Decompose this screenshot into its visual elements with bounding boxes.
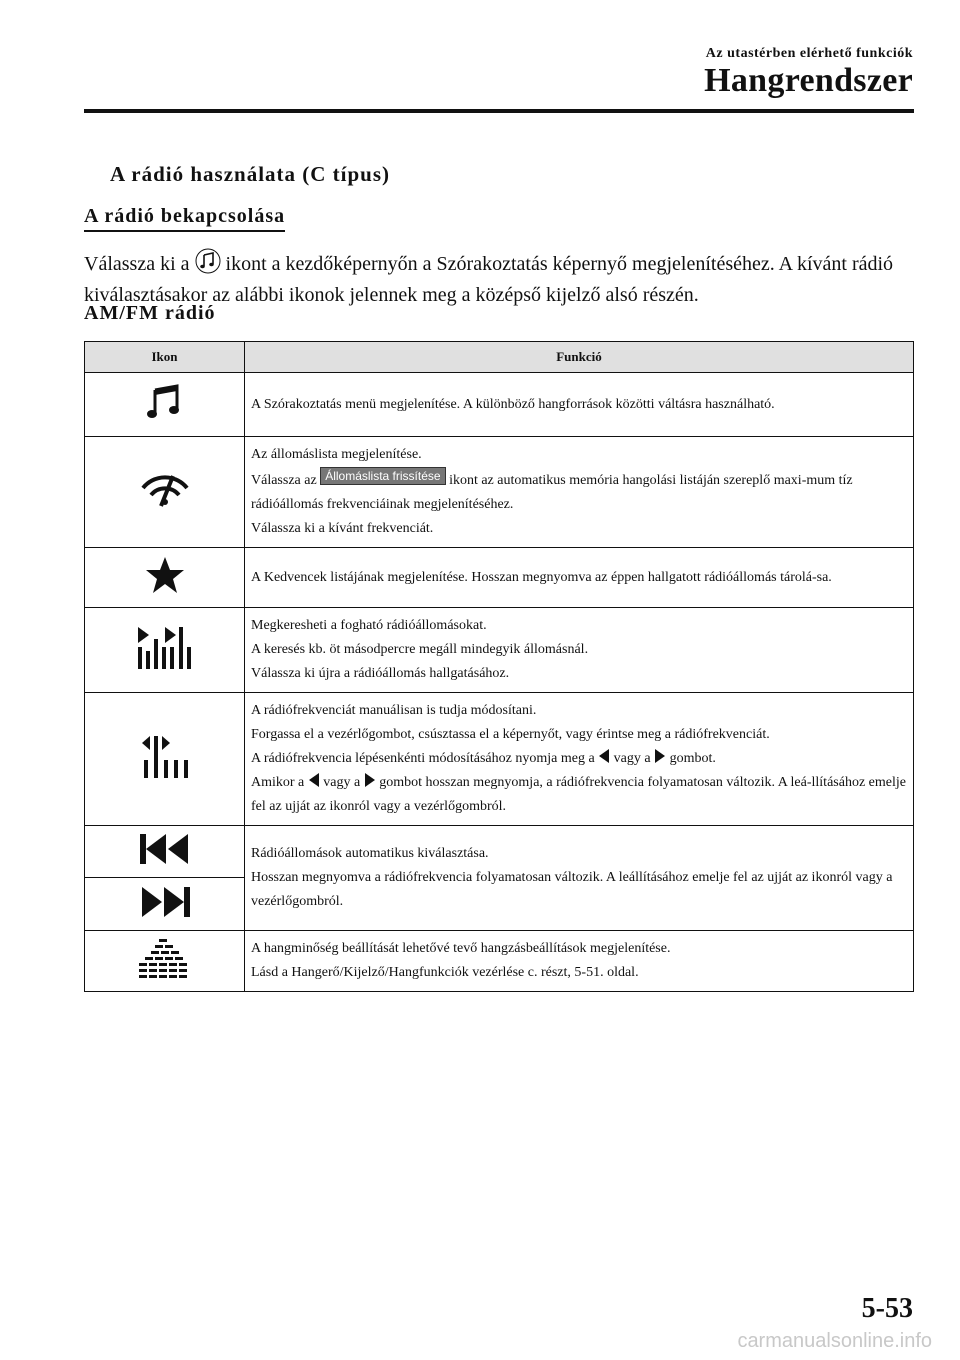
- scan-icon: [135, 625, 195, 671]
- text-line: A hangminőség beállítását lehetővé tevő hangzásbeállítások megjelenítése.: [251, 941, 671, 956]
- text-part: vagy a: [323, 775, 361, 790]
- icon-cell: [85, 878, 245, 931]
- table-row: [85, 548, 914, 608]
- header-rule: [84, 109, 914, 113]
- text-line: A rádiófrekvenciát manuálisan is tudja módosítani.: [251, 703, 537, 718]
- text-part: Amikor a: [251, 775, 305, 790]
- skip-forward-icon: [138, 885, 192, 919]
- text-line: Hosszan megnyomva a rádiófrekvencia folyamatosan változik. A leállításához emelje fel az ujját az ikonról vagy a vezérlőgombról.: [251, 870, 893, 909]
- text-line: [251, 771, 907, 819]
- equalizer-icon: [137, 937, 193, 981]
- page-number: 5-53: [861, 1293, 913, 1324]
- text-line: Lásd a Hangerő/Kijelző/Hangfunkciók vezérlése c. részt, 5-51. oldal.: [251, 965, 639, 980]
- text-line: [251, 467, 907, 517]
- function-text: A Szórakoztatás menü megjelenítése. A különböző hangforrások közötti váltásra használható.: [245, 373, 914, 437]
- intro-part2: ikont a kezdőképernyőn a Szórakoztatás képernyő megjelenítéséhez. A kívánt rádió kiválasztásakor az alábbi ikonok jelennek meg a középső kijelző alsó részén.: [84, 253, 894, 306]
- function-text: [245, 931, 914, 992]
- icon-cell: [85, 373, 245, 437]
- column-header-function: Funkció: [245, 342, 914, 373]
- text-line: [251, 747, 907, 771]
- table-row: [85, 931, 914, 992]
- station-list-icon: [139, 472, 191, 508]
- text-line: Forgassa el a vezérlőgombot, csúsztassa el a képernyőt, vagy érintse meg a rádiófrekvenciát.: [251, 727, 770, 742]
- watermark: carmanualsonline.info: [737, 1330, 932, 1352]
- left-arrow-icon: [598, 748, 610, 764]
- function-text: A Kedvencek listájának megjelenítése. Hosszan megnyomva az éppen hallgatott rádióállomás tárolá-sa.: [245, 548, 914, 608]
- table-row: [85, 373, 914, 437]
- icon-cell: [85, 826, 245, 878]
- left-arrow-icon: [308, 772, 320, 788]
- text-line: Válassza ki a kívánt frekvenciát.: [251, 521, 434, 536]
- table-row: [85, 693, 914, 826]
- right-arrow-icon: [654, 748, 666, 764]
- right-arrow-icon: [364, 772, 376, 788]
- text-part: gombot.: [669, 751, 716, 766]
- star-icon: [145, 555, 185, 595]
- skip-back-icon: [138, 832, 192, 866]
- text-line: Válassza ki újra a rádióállomás hallgatásához.: [251, 666, 510, 681]
- icon-cell: [85, 693, 245, 826]
- column-header-icon: Ikon: [85, 342, 245, 373]
- section-title: A rádió használata (C típus): [110, 162, 391, 186]
- function-text: [245, 437, 914, 548]
- function-table: [84, 341, 914, 992]
- icon-cell: [85, 931, 245, 992]
- function-text: [245, 826, 914, 931]
- header-title: Hangrendszer: [704, 62, 913, 99]
- icon-cell: [85, 608, 245, 693]
- text-line: Megkeresheti a fogható rádióállomásokat.: [251, 618, 487, 633]
- function-text: [245, 608, 914, 693]
- text-part: Válassza az: [251, 473, 317, 488]
- header-subtitle: Az utastérben elérhető funkciók: [705, 46, 913, 61]
- text-part: gombot hosszan megnyomja, a rádiófrekvencia folyamatosan változik. A leá-llításához emelje fel az ujját az ikonról vagy a vezérlőgombról.: [251, 775, 906, 814]
- text-line: A keresés kb. öt másodpercre megáll mindegyik állomásnál.: [251, 642, 589, 657]
- icon-cell: [85, 548, 245, 608]
- manual-tune-icon: [140, 734, 190, 780]
- text-line: Rádióállomások automatikus kiválasztása.: [251, 846, 489, 861]
- am-fm-title: AM/FM rádió: [84, 302, 216, 324]
- station-list-refresh-button: Állomáslista frissítése: [320, 467, 445, 485]
- text-line: Az állomáslista megjelenítése.: [251, 447, 422, 462]
- table-row: [85, 437, 914, 548]
- music-note-icon: [145, 382, 185, 422]
- text-part: vagy a: [613, 751, 651, 766]
- text-part: ikont az automatikus memória hangolási listáján szereplő maxi-mum tíz rádióállomás frekvenciáinak megjelenítéséhez.: [251, 473, 853, 512]
- table-row: [85, 608, 914, 693]
- icon-cell: [85, 437, 245, 548]
- table-row: [85, 826, 914, 878]
- music-note-icon: [195, 248, 221, 274]
- intro-part1: Válassza ki a: [84, 253, 190, 275]
- function-text: [245, 693, 914, 826]
- text-part: A rádiófrekvencia lépésenkénti módosításához nyomja meg a: [251, 751, 595, 766]
- subsection-title: A rádió bekapcsolása: [84, 205, 285, 232]
